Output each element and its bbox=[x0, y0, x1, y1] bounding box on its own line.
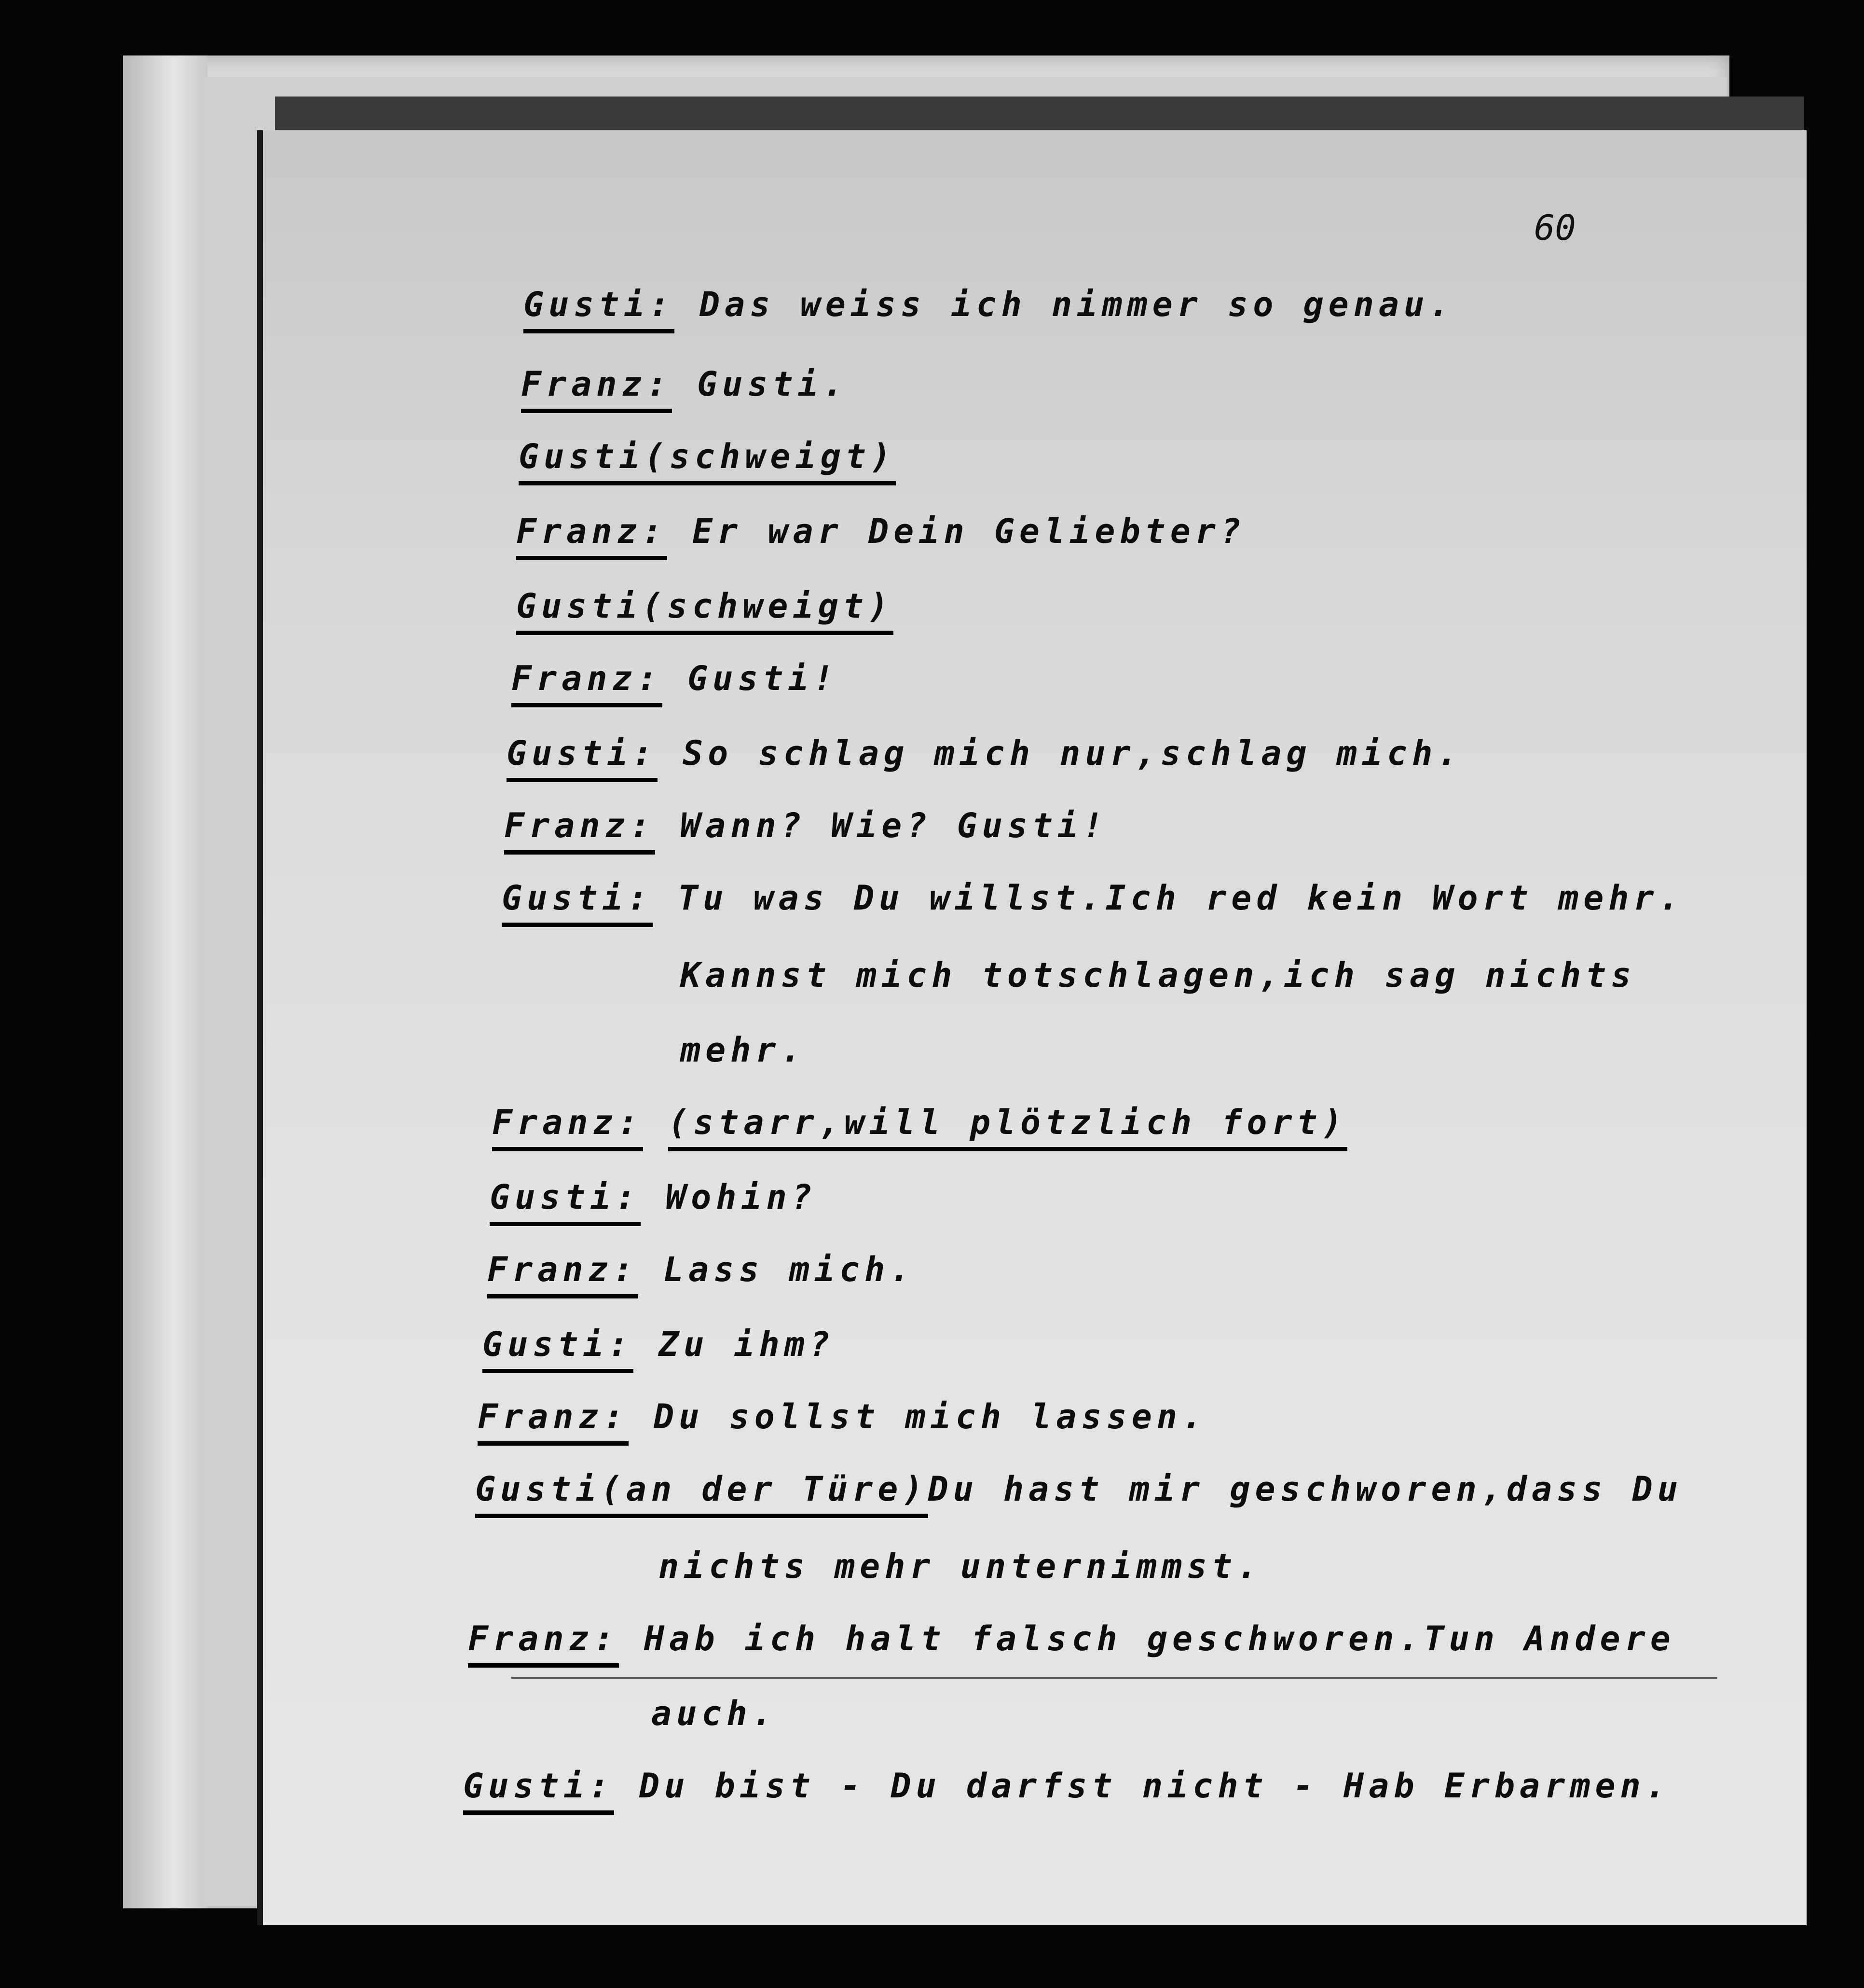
script-line bbox=[516, 511, 1246, 560]
speaker-name: Franz: bbox=[511, 659, 662, 707]
line-text: Du sollst mich lassen. bbox=[654, 1397, 1207, 1436]
script-line bbox=[482, 1325, 835, 1373]
line-text: Hab ich halt falsch geschworen.Tun Andere bbox=[644, 1619, 1675, 1658]
line-text: Das weiss ich nimmer so genau. bbox=[699, 285, 1454, 324]
left-paper-strip bbox=[123, 55, 207, 1908]
speaker-with-direction bbox=[516, 586, 893, 635]
speaker-name: Franz: bbox=[487, 1250, 638, 1298]
page-crease bbox=[511, 1677, 1717, 1679]
script-line-continuation bbox=[680, 1030, 806, 1070]
speaker-name: Franz: bbox=[521, 364, 672, 413]
script-line bbox=[521, 364, 848, 413]
script-line bbox=[519, 437, 896, 485]
line-text: auch. bbox=[651, 1694, 777, 1733]
back-sheet-edge bbox=[275, 97, 1804, 130]
line-text: Zu ihm? bbox=[658, 1325, 835, 1364]
script-line-continuation bbox=[680, 955, 1636, 995]
speaker-with-direction bbox=[519, 437, 896, 485]
line-text: Wohin? bbox=[666, 1177, 817, 1217]
speaker-name: Gusti bbox=[516, 586, 642, 626]
script-line bbox=[490, 1177, 817, 1226]
line-text: Du bist - Du darfst nicht - Hab Erbarmen. bbox=[639, 1766, 1671, 1806]
speaker-name: Gusti: bbox=[490, 1177, 641, 1226]
speaker-with-direction bbox=[475, 1469, 928, 1518]
stage-direction: (starr,will plötzlich fort) bbox=[668, 1103, 1347, 1151]
speaker-name: Franz: bbox=[516, 511, 667, 560]
line-text: mehr. bbox=[680, 1030, 806, 1070]
speaker-name: Gusti: bbox=[482, 1325, 633, 1373]
line-text: Er war Dein Geliebter? bbox=[692, 511, 1246, 551]
line-text: So schlag mich nur,schlag mich. bbox=[683, 733, 1463, 773]
script-line bbox=[463, 1766, 1671, 1815]
line-text: Kannst mich totschlagen,ich sag nichts bbox=[680, 955, 1636, 995]
line-text: Gusti. bbox=[697, 364, 848, 404]
speaker-name: Franz: bbox=[492, 1103, 643, 1151]
script-line bbox=[487, 1250, 915, 1298]
script-line bbox=[507, 733, 1462, 782]
script-line bbox=[504, 806, 1108, 855]
script-line bbox=[523, 285, 1454, 333]
speaker-name: Gusti: bbox=[463, 1766, 614, 1815]
speaker-name: Gusti: bbox=[523, 285, 674, 333]
script-line-continuation bbox=[651, 1694, 777, 1733]
line-text: Tu was Du willst.Ich red kein Wort mehr. bbox=[678, 878, 1684, 918]
speaker-name: Gusti bbox=[475, 1469, 601, 1509]
speaker-name: Gusti bbox=[519, 437, 644, 476]
script-line bbox=[492, 1103, 1347, 1151]
speaker-name: Gusti: bbox=[502, 878, 653, 927]
stage-direction: (schweigt) bbox=[644, 437, 896, 476]
script-line bbox=[475, 1469, 1683, 1518]
line-text: Lass mich. bbox=[663, 1250, 915, 1289]
speaker-name: Franz: bbox=[504, 806, 655, 855]
speaker-name: Franz: bbox=[478, 1397, 629, 1446]
line-text: Gusti! bbox=[687, 659, 838, 698]
script-line bbox=[468, 1619, 1675, 1668]
script-line bbox=[511, 659, 838, 707]
speaker-name: Franz: bbox=[468, 1619, 619, 1668]
line-text: Wann? Wie? Gusti! bbox=[680, 806, 1108, 845]
line-text: nichts mehr unternimmst. bbox=[658, 1546, 1262, 1586]
script-line bbox=[478, 1397, 1207, 1446]
script-line bbox=[516, 586, 893, 635]
stage-direction: (an der Türe) bbox=[601, 1469, 928, 1509]
script-line bbox=[502, 878, 1684, 927]
page-number: 60 bbox=[1534, 207, 1576, 248]
speaker-name: Gusti: bbox=[507, 733, 658, 782]
stage-direction: (schweigt) bbox=[642, 586, 894, 626]
line-text: Du hast mir geschworen,dass Du bbox=[928, 1469, 1683, 1509]
script-line-continuation bbox=[658, 1546, 1262, 1586]
